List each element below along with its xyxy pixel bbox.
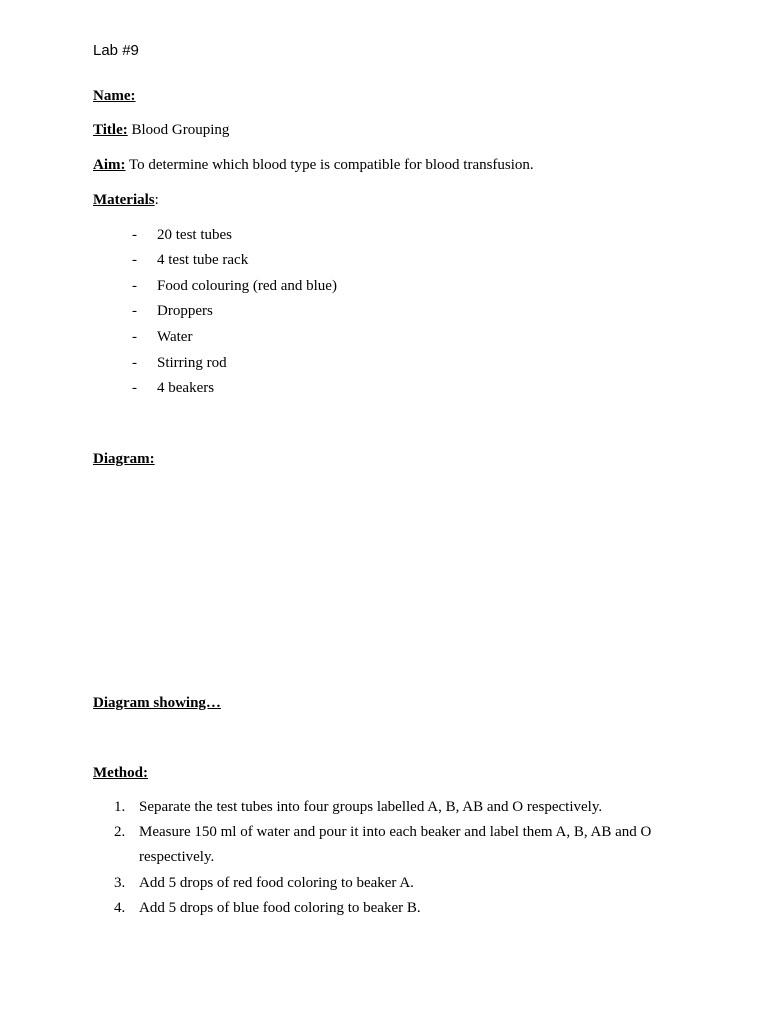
- materials-colon: :: [154, 192, 159, 208]
- list-item-text: 4 test tube rack: [157, 252, 249, 268]
- page-header: Lab #9: [93, 42, 139, 59]
- list-item: [132, 278, 337, 295]
- bullet-dash: -: [132, 380, 137, 396]
- bullet-dash: -: [132, 252, 137, 268]
- step-text: Separate the test tubes into four groups labelled A, B, AB and O respectively.: [139, 799, 603, 815]
- diagram-heading: [93, 451, 155, 468]
- aim-label: Aim:: [93, 157, 126, 173]
- list-item-text: 4 beakers: [157, 380, 215, 396]
- aim-line: [93, 157, 534, 174]
- name-line: [93, 88, 135, 105]
- bullet-dash: -: [132, 303, 137, 319]
- step-text: Measure 150 ml of water and pour it into each beaker and label them A, B, AB and O respectively.: [139, 824, 652, 865]
- list-item: [114, 795, 674, 820]
- list-item-text: Water: [157, 329, 193, 345]
- list-item-text: Droppers: [157, 303, 213, 319]
- step-number: 1.: [114, 799, 126, 815]
- list-item: [132, 227, 232, 244]
- list-item: [132, 329, 192, 346]
- list-item-text: Food colouring (red and blue): [157, 278, 337, 294]
- step-text: Add 5 drops of blue food coloring to beaker B.: [139, 900, 421, 916]
- title-label: Title:: [93, 122, 128, 138]
- bullet-dash: -: [132, 278, 137, 294]
- diagram-label: Diagram:: [93, 451, 155, 467]
- diagram-caption: [93, 695, 221, 712]
- title-value: Blood Grouping: [131, 122, 230, 138]
- step-number: 4.: [114, 900, 126, 916]
- bullet-dash: -: [132, 329, 137, 345]
- bullet-dash: -: [132, 227, 137, 243]
- materials-heading: [93, 192, 159, 209]
- list-item: [132, 355, 227, 372]
- list-item: [114, 871, 674, 896]
- step-text: Add 5 drops of red food coloring to beaker A.: [139, 875, 414, 891]
- bullet-dash: -: [132, 355, 137, 371]
- materials-label: Materials: [93, 192, 155, 208]
- title-line: [93, 122, 229, 139]
- list-item-text: 20 test tubes: [157, 227, 232, 243]
- list-item: [132, 303, 213, 320]
- list-item: [114, 896, 674, 921]
- list-item: [132, 252, 248, 269]
- list-item: [132, 380, 214, 397]
- name-label: Name:: [93, 88, 136, 104]
- list-item: [114, 820, 674, 870]
- step-number: 2.: [114, 824, 126, 840]
- method-label: Method:: [93, 765, 148, 781]
- aim-value: To determine which blood type is compatible for blood transfusion.: [128, 157, 534, 173]
- diagram-caption-label: Diagram showing…: [93, 695, 221, 711]
- list-item-text: Stirring rod: [157, 355, 227, 371]
- step-number: 3.: [114, 875, 126, 891]
- method-heading: [93, 765, 148, 782]
